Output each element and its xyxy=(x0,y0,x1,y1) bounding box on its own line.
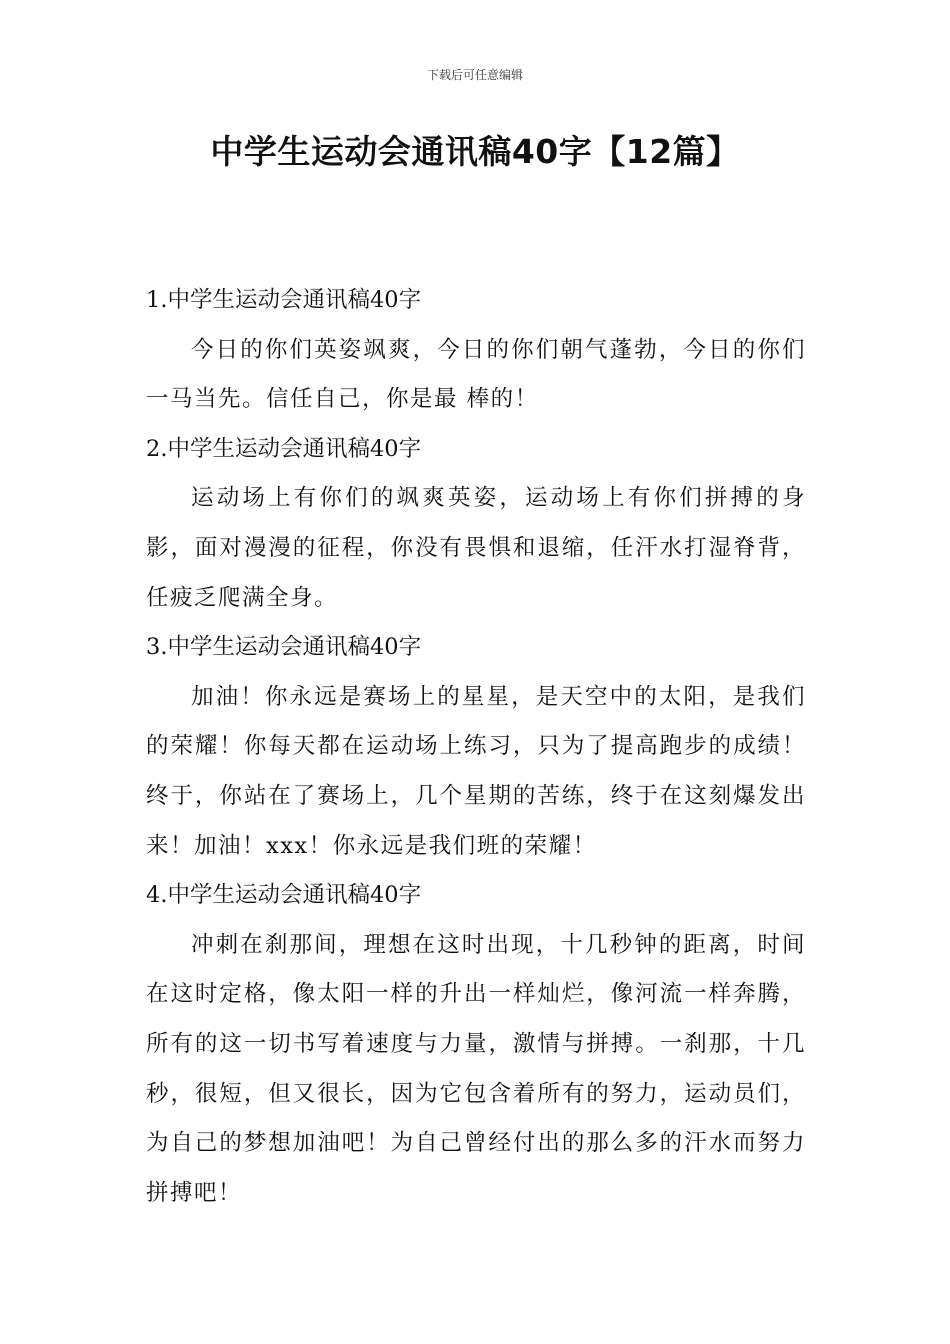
header-note: 下载后可任意编辑 xyxy=(426,68,523,82)
section-heading: 2.中学生运动会通讯稿40字 xyxy=(146,435,422,462)
section-body: 运动场上有你们的飒爽英姿，运动场上有你们拼搏的身影，面对漫漫的征程，你没有畏惧和退缩，任汗水打湿脊背，任疲乏爬满全身。 xyxy=(146,485,806,611)
document-title: 中学生运动会通讯稿40字【12篇】 xyxy=(210,132,740,171)
section-3 xyxy=(146,623,806,871)
section-body: 冲刺在刹那间，理想在这时出现，十几秒钟的距离，时间在这时定格，像太阳一样的升出一样灿烂，像河流一样奔腾，所有的这一切书写着速度与力量，激情与拼搏。一刹那，十几秒，很短，但又很长，因为它包含着所有的努力，运动员们，为自己的梦想加油吧！为自己曾经付出的那么多的汗水而努力拼搏吧！ xyxy=(146,931,806,1206)
section-1 xyxy=(146,276,806,425)
section-2 xyxy=(146,425,806,623)
section-heading: 4.中学生运动会通讯稿40字 xyxy=(146,882,422,909)
section-heading: 3.中学生运动会通讯稿40字 xyxy=(146,634,422,661)
section-heading: 1.中学生运动会通讯稿40字 xyxy=(146,287,422,313)
section-4 xyxy=(146,871,806,1218)
section-body: 今日的你们英姿飒爽，今日的你们朝气蓬勃，今日的你们一马当先。信任自己，你是最 棒的！ xyxy=(146,336,806,413)
document-content xyxy=(146,276,806,1218)
section-body: 加油！你永远是赛场上的星星，是天空中的太阳，是我们的荣耀！你每天都在运动场上练习，只为了提高跑步的成绩！终于，你站在了赛场上，几个星期的苦练，终于在这刻爆发出来！加油！xxx！你永远是我们班的荣耀！ xyxy=(146,683,806,859)
